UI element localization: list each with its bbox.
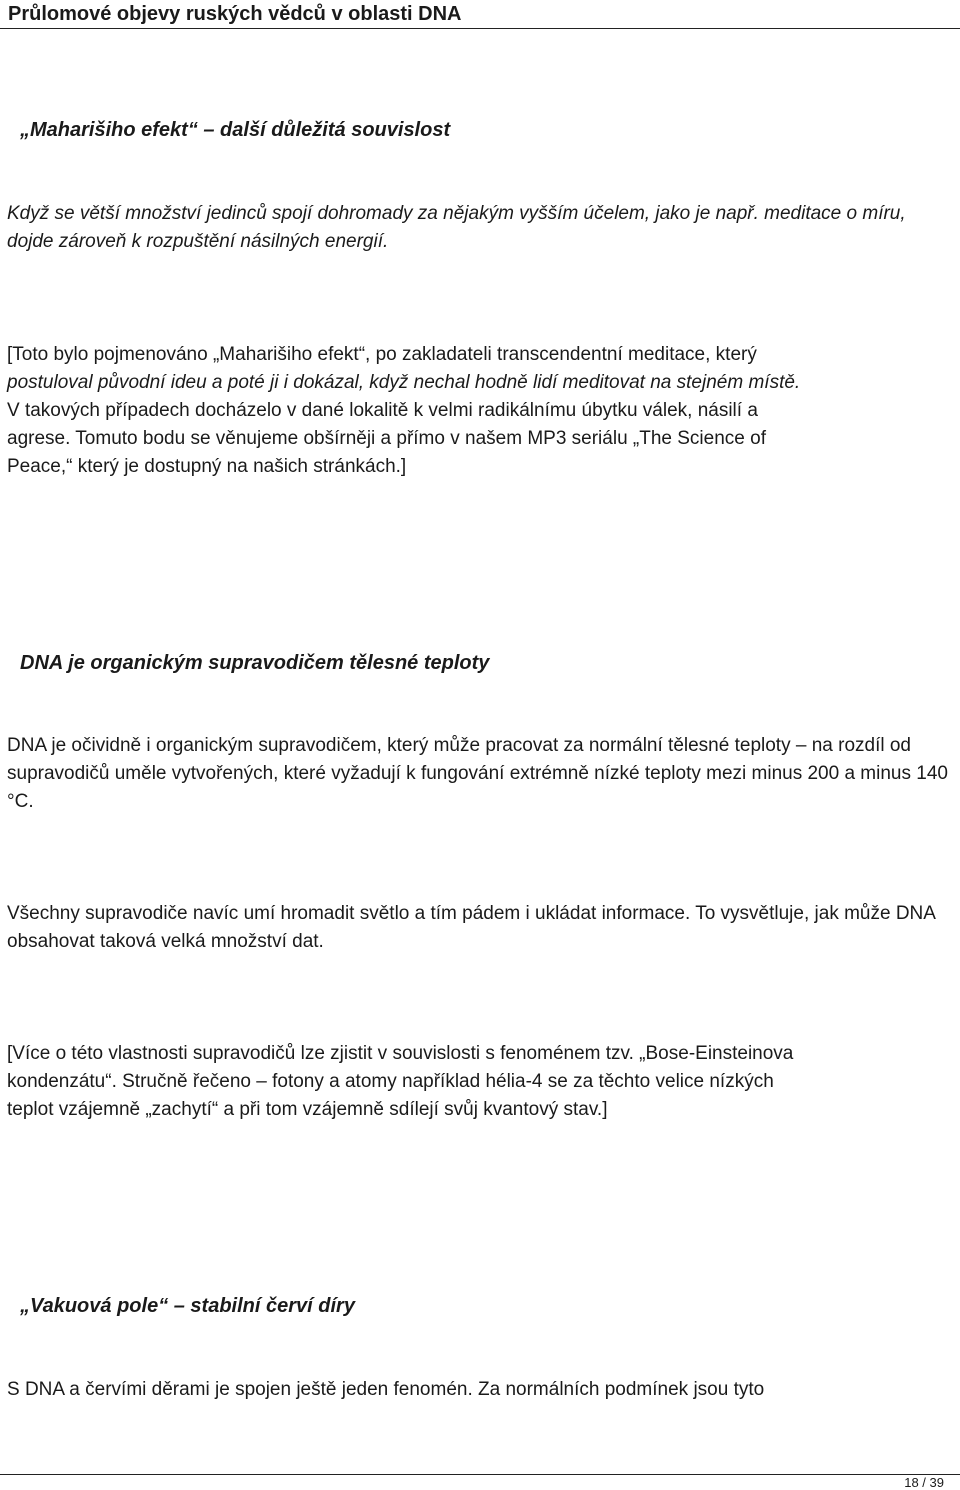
note-line-3: V takových případech docházelo v dané lokalitě k velmi radikálnímu úbytku válek, násilí a [7,400,758,421]
note-line-2: postuloval původní ideu a poté ji i dokázal, když nechal hodně lidí meditovat na stejném místě. [7,372,801,393]
paragraph-maharishi-note [7,341,953,481]
bose-line-1: [Více o této vlastnosti supravodičů lze zjistit v souvislosti s fenoménem tzv. „Bose-Einsteinova [7,1043,794,1064]
paragraph-maharishi: Když se větší množství jedinců spojí dohromady za nějakým vyšším účelem, jako je např. meditace o míru, dojde zároveň k rozpuštění násilných energií. [7,203,906,252]
section-heading-maharishi: „Maharišiho efekt“ – další důležitá souvislost [20,119,451,141]
bose-line-3: teplot vzájemně „zachytí“ a při tom vzájemně sdílejí svůj kvantový stav.] [7,1099,608,1120]
note-line-4: agrese. Tomuto bodu se věnujeme obšírněji a přímo v našem MP3 seriálu „The Science of [7,428,766,449]
document-title: Průlomové objevy ruských vědců v oblasti DNA [8,3,462,25]
section-heading-dna-superconductor: DNA je organickým supravodičem tělesné teploty [20,652,490,674]
paragraph-light-storage: Všechny supravodiče navíc umí hromadit světlo a tím pádem i ukládat informace. To vysvětluje, jak může DNA obsahovat taková velká množství dat. [7,903,935,952]
footer-divider [0,1474,960,1475]
section-heading-vacuum-fields: „Vakuová pole“ – stabilní červí díry [20,1295,355,1317]
bose-line-2: kondenzátu“. Stručně řečeno – fotony a atomy například hélia-4 se za těchto velice nízkých [7,1071,774,1092]
paragraph-dna-superconductor: DNA je očividně i organickým supravodičem, který může pracovat za normální tělesné teploty – na rozdíl od supravodičů uměle vytvořených, které vyžadují k fungování extrémně nízké teploty mezi minus 200 a minus 140 °C. [7,735,948,812]
note-line-5: Peace,“ který je dostupný na našich stránkách.] [7,456,407,477]
paragraph-vacuum-fields: S DNA a červími děrami je spojen ještě jeden fenomén. Za normálních podmínek jsou tyto [7,1379,765,1400]
header-divider [0,28,960,29]
paragraph-bose-einstein [7,1040,953,1124]
page-number: 18 / 39 [904,1475,944,1490]
note-line-1: [Toto bylo pojmenováno „Maharišiho efekt“, po zakladateli transcendentní meditace, který [7,344,757,365]
